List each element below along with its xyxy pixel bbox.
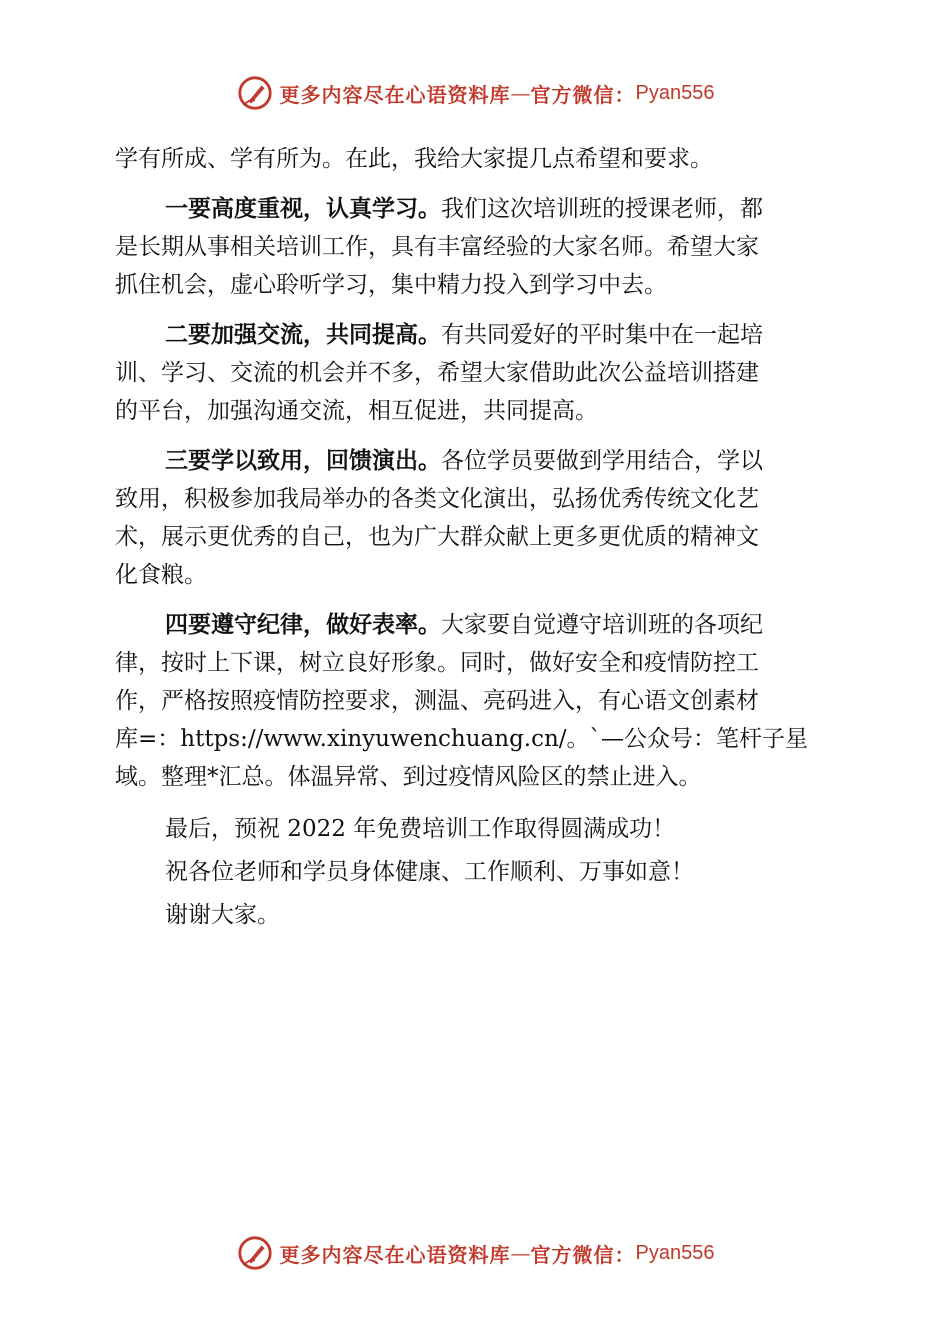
header-promo-text: 更多内容尽在心语资料库 xyxy=(279,82,511,107)
header-banner xyxy=(0,73,950,113)
point-lead: 一要高度重视，认真学习。 xyxy=(165,196,441,222)
point-text: 各位学员要做到学用结合，学以 xyxy=(441,448,763,474)
point-line: 术，展示更优秀的自己，也为广大群众献上更多更优质的精神文 xyxy=(115,524,759,550)
point-lead: 四要遵守纪律，做好表率。 xyxy=(165,612,441,638)
header-wechat-id: Pyan556 xyxy=(635,81,715,104)
point-line: 作，严格按照疫情防控要求，测温、亮码进入，有心语文创素材 xyxy=(115,688,759,714)
footer-wechat-id: Pyan556 xyxy=(635,1241,715,1264)
point-line: 化食粮。 xyxy=(115,562,207,588)
header-separator: — xyxy=(510,81,531,105)
closing-section xyxy=(115,808,837,937)
point-text: 大家要自觉遵守培训班的各项纪 xyxy=(441,612,763,638)
point-line: 律，按时上下课，树立良好形象。同时，做好安全和疫情防控工 xyxy=(115,650,759,676)
footer-wechat-label: 官方微信： xyxy=(530,1242,636,1267)
document-body xyxy=(115,140,837,937)
point-line: 的平台，加强沟通交流，相互促进，共同提高。 xyxy=(115,398,598,424)
point-line: 域。整理*汇总。体温异常、到过疫情风险区的禁止进入。 xyxy=(115,764,702,790)
point-first-line xyxy=(115,606,837,644)
point-paragraph-1 xyxy=(115,190,837,304)
point-text: 有共同爱好的平时集中在一起培 xyxy=(441,322,763,348)
closing-line: 谢谢大家。 xyxy=(165,902,280,928)
header-wechat-label: 官方微信： xyxy=(530,82,636,107)
pen-logo-icon xyxy=(236,1234,274,1272)
point-first-line xyxy=(115,190,837,228)
point-text: 我们这次培训班的授课老师，都 xyxy=(441,196,763,222)
point-line: 抓住机会，虚心聆听学习，集中精力投入到学习中去。 xyxy=(115,272,667,298)
point-lead: 三要学以致用，回馈演出。 xyxy=(165,448,441,474)
point-line: 是长期从事相关培训工作，具有丰富经验的大家名师。希望大家 xyxy=(115,234,759,260)
point-line: 训、学习、交流的机会并不多，希望大家借助此次公益培训搭建 xyxy=(115,360,759,386)
footer-separator: — xyxy=(510,1241,531,1265)
closing-line: 最后，预祝 2022 年免费培训工作取得圆满成功！ xyxy=(165,816,676,842)
point-first-line xyxy=(115,316,837,354)
point-paragraph-4 xyxy=(115,606,837,796)
point-lead: 二要加强交流，共同提高。 xyxy=(165,322,441,348)
point-paragraph-2 xyxy=(115,316,837,430)
intro-line: 学有所成、学有所为。在此，我给大家提几点希望和要求。 xyxy=(115,146,713,172)
intro-paragraph xyxy=(115,140,837,178)
point-line: 库=：https://www.xinyuwenchuang.cn/。`—公众号：笔杆子星 xyxy=(115,726,809,752)
point-paragraph-3 xyxy=(115,442,837,594)
footer-banner xyxy=(0,1233,950,1273)
pen-logo-icon xyxy=(236,74,274,112)
point-line: 致用，积极参加我局举办的各类文化演出，弘扬优秀传统文化艺 xyxy=(115,486,759,512)
point-first-line xyxy=(115,442,837,480)
footer-promo-text: 更多内容尽在心语资料库 xyxy=(279,1242,511,1267)
closing-line: 祝各位老师和学员身体健康、工作顺利、万事如意！ xyxy=(165,859,694,885)
